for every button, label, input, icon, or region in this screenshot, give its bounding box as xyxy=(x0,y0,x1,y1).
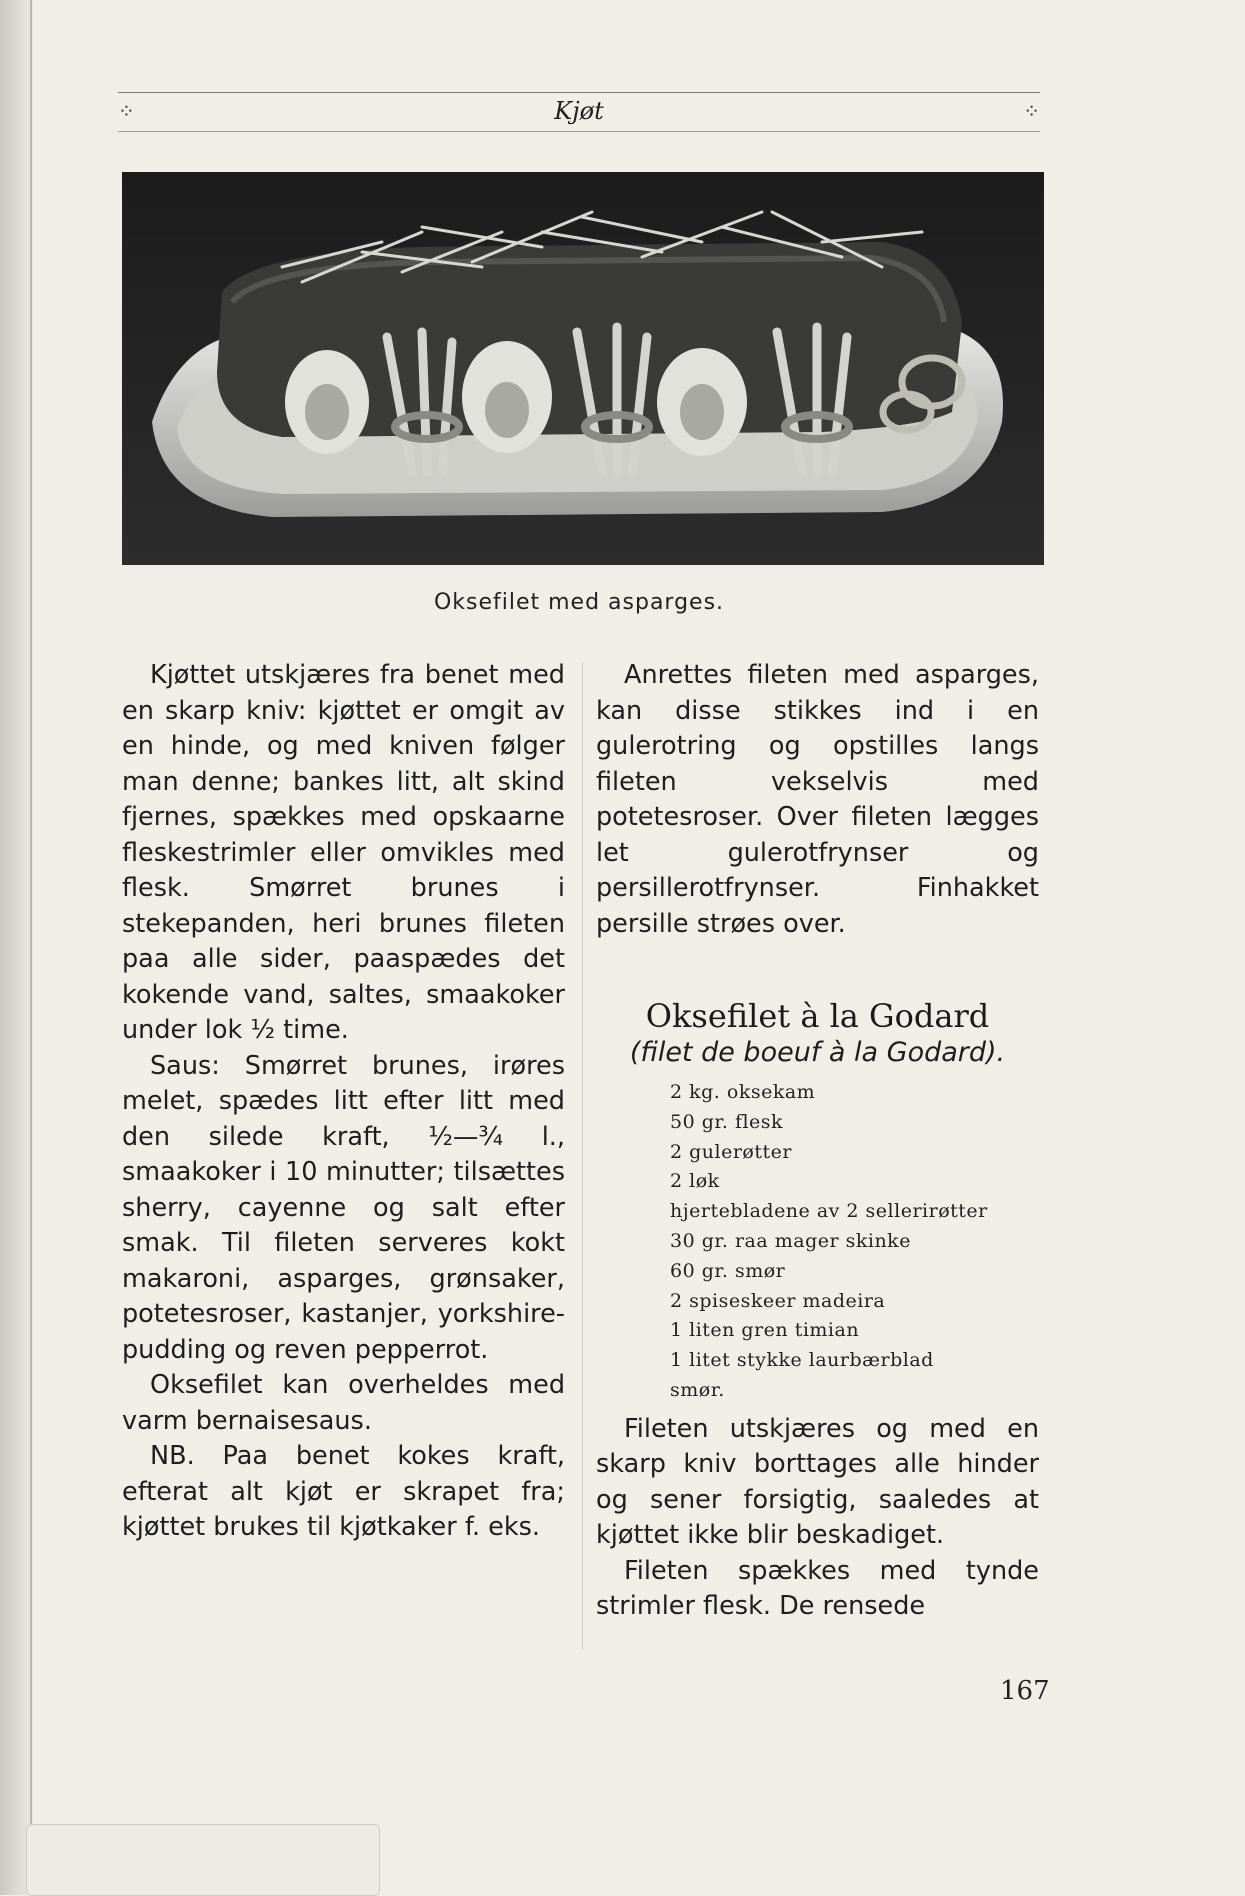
ingredient-item: 2 kg. oksekam xyxy=(670,1081,816,1103)
recipe-subtitle: (filet de boeuf à la Godard). xyxy=(629,1037,1006,1068)
figure-caption: Oksefilet med asparges. xyxy=(433,590,725,615)
page-number: 167 xyxy=(1000,1676,1050,1706)
right-column xyxy=(596,658,1039,1625)
ingredient-item: 1 liten gren timian xyxy=(670,1319,860,1342)
ingredient-item: 50 gr. flesk xyxy=(670,1110,784,1133)
paragraph-note: NB. Paa benet kokes kraft, efterat alt kjøt er skrapet fra; kjøttet brukes til kjøtkaker f. eks. xyxy=(122,1441,565,1542)
left-column xyxy=(122,658,565,1546)
dish-photograph xyxy=(122,172,1044,565)
book-binding-shadow xyxy=(0,0,34,1895)
page-edge-tab xyxy=(26,1824,380,1896)
paragraph-method: Fileten utskjæres og med en skarp kniv borttages alle hinder og sener forsigtig, saaledes at kjøttet ikke blir beskadiget. xyxy=(596,1413,1039,1551)
paragraph-method-continued: Fileten spækkes med tynde strimler flesk. De rensede xyxy=(596,1555,1039,1622)
ornament-left-icon: ⁘ xyxy=(118,99,135,123)
ingredient-item: smør. xyxy=(670,1378,725,1401)
paragraph-sauce: Saus: Smørret brunes, irøres melet, spædes litt efter litt med den silede kraft, ½—¾ l., smaakoker i 10 minutter; tilsættes sherry, cayenne og salt efter smak. Til fileten serveres kokt makaroni, asparges, grønsaker, potetesroser, kastanjer, yorkshire-pudding og reven pepperrot. xyxy=(122,1050,565,1365)
ingredient-item: 2 gulerøtter xyxy=(670,1140,792,1163)
running-title: Kjøt xyxy=(554,97,604,125)
paragraph-serving: Anrettes fileten med asparges, kan disse stikkes ind i en gulerotring og opstilles langs fileten vekselvis med potetesroser. Over fileten lægges let gulerotfrynser og persillerotfrynser. Finhakket persille strøes over. xyxy=(596,660,1039,939)
ingredient-item: 30 gr. raa mager skinke xyxy=(670,1229,911,1252)
ingredient-list xyxy=(670,1078,1039,1406)
ornament-right-icon: ⁘ xyxy=(1023,99,1040,123)
binding-edge-line xyxy=(30,0,32,1895)
ingredient-item: hjertebladene av 2 sellerirøtter xyxy=(670,1200,988,1223)
recipe-title: Oksefilet à la Godard xyxy=(645,997,990,1035)
paragraph-bernaise: Oksefilet kan overheldes med varm bernaisesaus. xyxy=(122,1370,565,1436)
running-header xyxy=(118,92,1040,132)
dish-illustration xyxy=(122,172,1044,565)
paragraph-preparation: Kjøttet utskjæres fra benet med en skarp kniv: kjøttet er omgit av en hinde, og med kniven følger man denne; bankes litt, alt skind fjernes, spækkes med opskaarne fleskestrimler eller omvikles med flesk. Smørret brunes i stekepanden, heri brunes fileten paa alle sider, paaspædes det kokende vand, saltes, smaakoker under lok ½ time. xyxy=(122,660,565,1045)
ingredient-item: 2 spiseskeer madeira xyxy=(670,1289,886,1312)
ingredient-item: 60 gr. smør xyxy=(670,1259,786,1282)
ingredient-item: 2 løk xyxy=(670,1170,720,1193)
ingredient-item: 1 litet stykke laurbærblad xyxy=(670,1349,934,1372)
column-divider xyxy=(582,662,583,1650)
